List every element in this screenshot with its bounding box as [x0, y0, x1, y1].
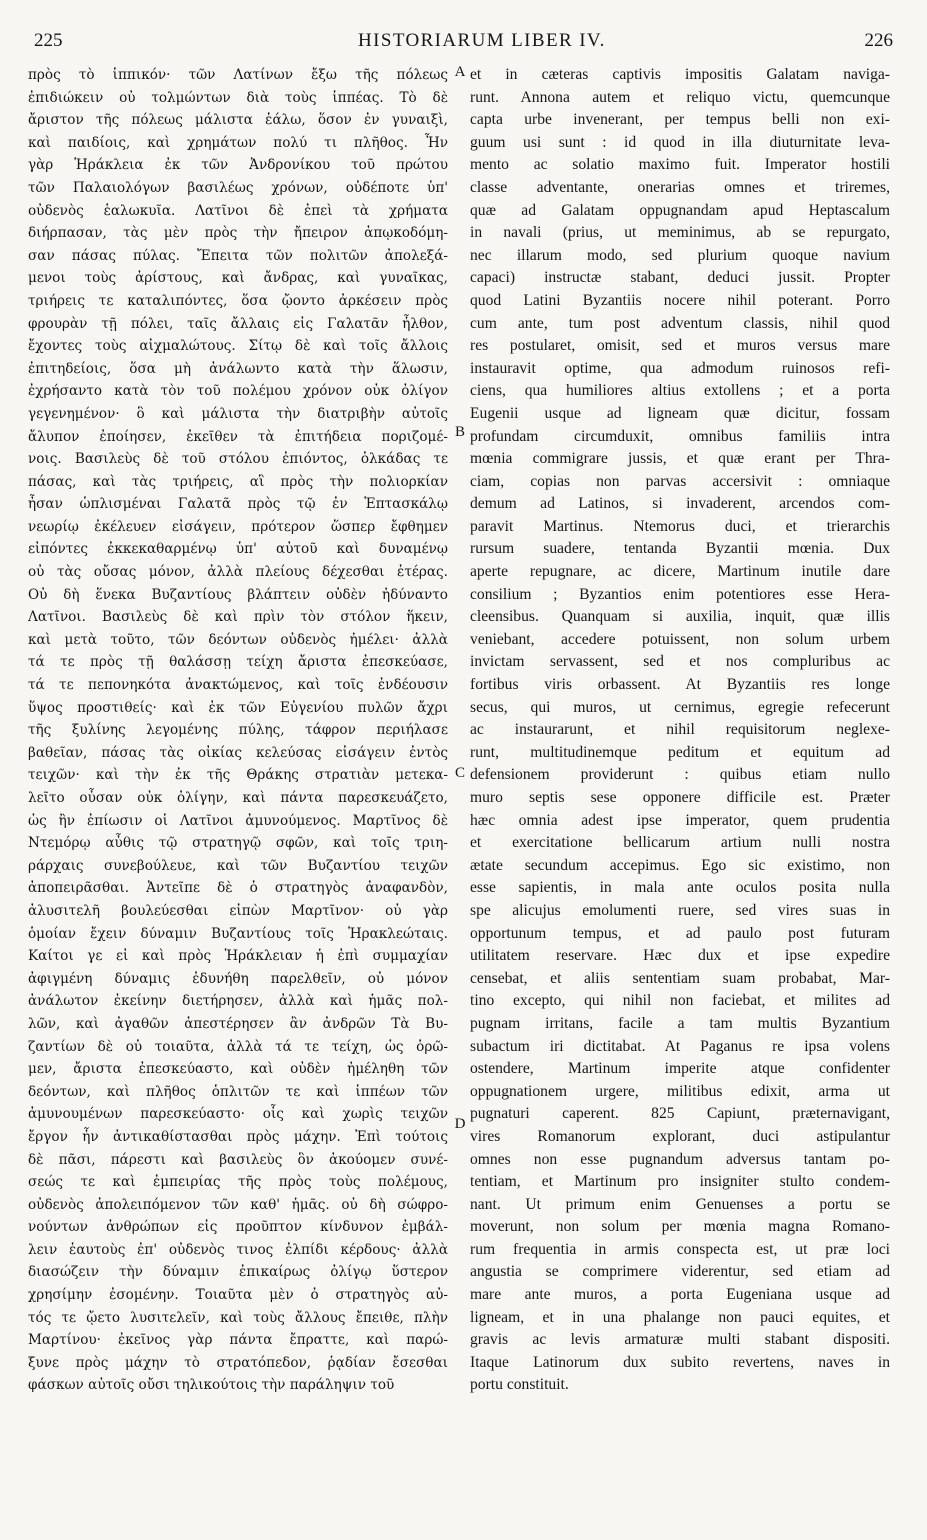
greek-text-line: ἀποπειρᾶσθαι. Ἀντεῖπε δὲ ὁ στρατηγὸς ἀναφανδὸν, — [28, 880, 448, 897]
greek-text-line: καὶ μετὰ τοῦτο, τῶν δεόντων οὐδενὸς ἠμέλει· ἀλλὰ — [28, 631, 448, 648]
greek-text-line: Οὐ δὴ ἕνεκα Βυζαντίους βλάπτειν οὐδὲν ἠδύναντο — [28, 586, 448, 603]
latin-text-line: capaci) instructæ stabant, deduci jussit. Propter — [470, 269, 890, 287]
latin-text-line: tino excepto, qui nihil non faciebat, et milites ad — [470, 992, 890, 1010]
greek-text-line: τά τε πεπονηκότα ἀνακτώμενος, καὶ τοῖς ἐνδέουσιν — [28, 677, 448, 694]
latin-text-line: spe alicujus emolumenti ruere, sed vires suas in — [470, 901, 890, 919]
greek-text-line: ἐπιδιώκειν οὐ τολμώντων διὰ τοὺς ἱππέας. Τὸ δὲ — [28, 89, 448, 106]
greek-text-line: γεγενημένον· ὃ καὶ μάλιστα τὴν διατριβὴν αὐτοῖς — [28, 405, 448, 422]
latin-text-line: ligneam, et in una phalange non pauci equites, et — [470, 1308, 890, 1326]
latin-text-line: rursum suadere, tentanda Byzantii mœnia. Dux — [470, 540, 890, 558]
greek-text-line: οὐ τὰς οὔσας μόνον, ἀλλὰ πλείους δέχεσθαι ἑτέρας. — [28, 564, 448, 581]
latin-text-line: utilitatem reservare. Hæc dux et ipse expedire — [470, 947, 890, 965]
greek-text-line: νούντων ἀνθρώπων εἰς προῦπτον κίνδυνον ἐμβάλ- — [28, 1219, 448, 1236]
greek-text-line: νεωρίῳ ἐκέλευεν εἰσάγειν, πρότερον ὥσπερ ἔφθημεν — [28, 518, 448, 535]
latin-text-line: ostendere, Martinum imperite atque confidenter — [470, 1060, 890, 1078]
greek-text-line: διήρπασαν, τὰς μὲν πρὸς τὴν ἤπειρον ἀπῳκοδόμη- — [28, 225, 448, 242]
greek-text-line: τά τε πρὸς τῇ θαλάσσῃ τείχη ἄριστα ἐπεσκεύασε, — [28, 654, 448, 671]
latin-text-line: angustia se comprimere viderentur, sed etiam ad — [470, 1263, 890, 1281]
greek-text-line: ἄριστον τῆς πόλεως μάλιστα ἑάλω, ὅσον ἐν γυναιξὶ, — [28, 112, 448, 129]
latin-text-line: cleensibus. Quanquam si auxilia, inquit, quæ illis — [470, 608, 890, 626]
running-title: HISTORIARUM LIBER IV. — [358, 30, 606, 51]
latin-text-line: hæc omnia adest ipse imperator, quem prudentia — [470, 811, 890, 829]
latin-text-line: censebat, et aliis sententiam suam probabat, Mar- — [470, 969, 890, 987]
greek-text-line: οὐδενὸς ἀπολειπόμενον τῶν καθ' ἡμᾶς. οὐ δὴ σώφρο- — [28, 1196, 448, 1213]
greek-text-line: μενοι τοὺς ἀρίστους, καὶ ἄνδρας, καὶ γυναῖκας, — [28, 270, 448, 287]
latin-text-line: secus, qui muros, ut cernimus, egregie refecerunt — [470, 698, 890, 716]
latin-text-line: defensionem providerunt : quibus etiam nullo — [470, 766, 890, 784]
latin-text-line: invictam servassent, sed et nos compluribus ac — [470, 653, 890, 671]
greek-text-line: γὰρ Ἡράκλεια ἐκ τῶν Ἀνδρονίκου τοῦ πρώτου — [28, 157, 448, 174]
greek-text-line: οὐδενὸς ἑαλωκυῖα. Λατῖνοι δὲ ἐπεὶ τὰ χρήματα — [28, 202, 448, 219]
greek-text-line: ἄλυπον ἐποίησεν, ἐκεῖθεν τὰ ἐπιτήδεια ποριζομέ- — [28, 428, 448, 445]
greek-text-line: Λατῖνοι. Βασιλεὺς δὲ καὶ πρὶν τὸν στόλον ἥκειν, — [28, 609, 448, 626]
latin-text-line: ciens, qua humiliores altius extollens ; et a porta — [470, 382, 890, 400]
greek-text-line: χρησίμην ἐσομένην. Τοιαῦτα μὲν ὁ στρατηγὸς αὐ- — [28, 1287, 448, 1304]
latin-text-line: oppugnationem urgere, militibus edixit, arma ut — [470, 1082, 890, 1100]
greek-text-column — [28, 64, 448, 1397]
latin-text-line: mœnia commigrare jussis, et quæ erant per Thra- — [470, 450, 890, 468]
latin-text-line: cum ante, tum post adventum classis, nihil quod — [470, 314, 890, 332]
latin-text-line: tentiam, et Martinum pro insigniter stulto condem- — [470, 1173, 890, 1191]
latin-text-line: veniebant, accedere potuissent, non solum urbem — [470, 630, 890, 648]
greek-text-line: διασώζειν τὴν δύναμιν ἐπικαίρως ὀλίγῳ ὕστερον — [28, 1264, 448, 1281]
latin-text-line: capta urbe invenerant, per tempus belli non exi- — [470, 111, 890, 129]
latin-text-line: gravis ac levis armaturæ multi stabant dispositi. — [470, 1331, 890, 1349]
latin-text-line: mento ac solatio maximo fuit. Imperator hostili — [470, 156, 890, 174]
page-header — [28, 18, 899, 58]
page-number-left: 225 — [34, 30, 63, 51]
greek-text-line: ἦσαν ὡπλισμέναι Γαλατᾶ πρὸς τῷ ἐν Ἑπτασκάλῳ — [28, 496, 448, 513]
greek-text-line: ὕψος προστιθείς· καὶ ἐκ τῶν Εὐγενίου πυλῶν ἄχρι — [28, 699, 448, 716]
greek-text-line: ἀνάλωτον ἐκείνην διετήρησεν, ἀλλὰ καὶ ἡμᾶς πολ- — [28, 993, 448, 1010]
latin-text-line: in navali (prius, ut meminimus, ab se repurgato, — [470, 224, 890, 242]
greek-text-line: φάσκων αὐτοῖς οὔσι τηλικούτοις τὴν παράληψιν τοῦ — [28, 1377, 395, 1394]
greek-text-line: ἀμυνουμένων παρεσκεύαστο· οἷς καὶ χωρὶς τειχῶν — [28, 1106, 448, 1123]
greek-text-line: ἐπιτηδείοις, ὅσα μὴ ἀνάλωντο κατὰ τὴν ἅλωσιν, — [28, 360, 448, 377]
greek-text-line: τός τε ᾤετο λυσιτελεῖν, καὶ τοὺς ἄλλους ἔπειθε, πλὴν — [28, 1309, 448, 1326]
greek-text-line: καὶ παιδίοις, καὶ χρημάτων πολύ τι πλῆθος. Ἦν — [28, 134, 448, 151]
latin-text-line: runt, multitudinemque peditum et equitum ad — [470, 743, 890, 761]
greek-text-line: ράρχαις συνεβούλευε, καὶ τῶν Βυζαντίου τειχῶν — [28, 857, 448, 874]
greek-text-line: λῶν, καὶ ἀγαθῶν ἀπεστέρησεν ἂν ἀνδρῶν Τὰ Βυ- — [28, 1015, 448, 1032]
latin-text-line: rum frequentia in armis conspecta est, ut præ loci — [470, 1240, 890, 1258]
greek-text-line: φρουρὰν τῇ πόλει, ταῖς ἄλλαις εἰς Γαλατᾶν ἦλθον, — [28, 315, 448, 332]
latin-text-line: ac instaurarunt, et nihil requisitorum neglexe- — [470, 721, 890, 739]
latin-text-line: guum usi sunt : id quod in illa diuturnitate leva- — [470, 133, 890, 151]
margin-marker-c: C — [454, 765, 465, 781]
greek-text-line: Μαρτίνου· ἐκεῖνος γὰρ πάντα ἔπραττε, καὶ παρώ- — [28, 1332, 448, 1349]
latin-text-line: pugnaturi caperent. 825 Capiunt, præternavigant, — [470, 1105, 890, 1123]
latin-text-line: fortibus viris orbassent. At Byzantiis res longe — [470, 676, 890, 694]
latin-text-line: ciam, copias non parvas accersivit : omniaque — [470, 472, 890, 490]
latin-text-line: nec illarum modo, sed plurium quoque navium — [470, 246, 890, 264]
greek-text-line: πρὸς τὸ ἱππικόν· τῶν Λατίνων ἔξω τῆς πόλεως — [28, 67, 448, 83]
greek-text-line: ξυνε πρὸς μάχην τὸ στρατόπεδον, ῥᾳδίαν ἔσεσθαι — [28, 1354, 448, 1371]
greek-text-line: σαν πάσας πύλας. Ἔπειτα τῶν πολιτῶν ἀπολεξά- — [28, 247, 448, 264]
latin-text-line: et exercitatione bellicarum artium nulli nostra — [470, 834, 890, 852]
greek-text-line: εἰπόντες ἐκκεκαθαρμένῳ ὑπ' αὐτοῦ καὶ δυναμένῳ — [28, 541, 448, 558]
greek-text-line: ἐχρήσαντο κατὰ τὸν τοῦ πολέμου χρόνον οὐκ ὀλίγον — [28, 383, 448, 400]
latin-text-line: Itaque Latinorum dux subito revertens, naves in — [470, 1353, 890, 1371]
greek-text-line: ὁμοίαν ἔχειν δύναμιν Βυζαντίους τοῖς Ἡρακλεώταις. — [28, 925, 448, 942]
latin-text-line: opportunum tempus, et ad paulo post futuram — [470, 924, 890, 942]
latin-text-line: muro septis sese opponere difficile est. Præter — [470, 789, 890, 806]
greek-text-line: βαθεῖαν, πάσας τὰς οἰκίας κελεύσας εἰσάγειν ἐντὸς — [28, 744, 448, 761]
latin-text-line: consilium ; Byzantios enim potentiores esse Hera- — [470, 585, 890, 603]
latin-text-line: paravit Martinus. Ntemorus duci, et trierarchis — [470, 517, 890, 535]
latin-text-line: quæ ad Galatam oppugnandam apud Heptascalum — [470, 201, 890, 219]
latin-text-line: demum ad Latinos, si invaderent, arcendos com- — [470, 495, 890, 513]
greek-text-line: ζαντίων δὲ οὐ τοιαῦτα, ἀλλὰ τά τε τείχη, ὡς ὁρῶ- — [28, 1038, 448, 1055]
greek-text-line: Ντεμόρῳ αὖθις τῷ στρατηγῷ σφῶν, καὶ τοῖς τριη- — [28, 835, 448, 852]
latin-text-line: mare ante muros, a porta Eugeniana usque ad — [470, 1286, 890, 1304]
greek-text-line: μεν, ἄριστα ἐπεσκεύαστο, καὶ οὐδὲν ἠμέληθη τῶν — [28, 1061, 448, 1078]
greek-text-line: πάσας, καὶ τὰς τριήρεις, αἳ πρὸς τὴν πολιορκίαν — [28, 473, 448, 490]
greek-text-line: τριήρεις τε καταλιπόντες, ὅσα ᾤοντο ἀρκέσειν πρὸς — [28, 292, 448, 309]
latin-text-line: et in cæteras captivis impositis Galatam naviga- — [470, 66, 890, 83]
greek-text-line: λεῖτο οὖσαν οὐκ ὀλίγην, καὶ πάντα παρεσκευάζετο, — [28, 790, 448, 806]
greek-text-line: σεώς τε καὶ ἐμπειρίας τῆς πρὸς τοὺς πολέμους, — [28, 1174, 448, 1191]
latin-text-line: vires Romanorum explorant, duci astipulantur — [470, 1127, 890, 1145]
margin-marker-a: A — [454, 64, 466, 80]
greek-text-line: λειν ἑαυτοὺς ἐπ' οὐδενὸς τινος ἐλπίδι κέρδους· ἀλλὰ — [28, 1241, 448, 1258]
greek-text-line: ἀφιγμένη δύναμις ἐδυνήθη παρελθεῖν, οὐ μόνον — [28, 970, 448, 987]
margin-marker-b: B — [454, 424, 465, 440]
latin-text-line: esse sapientis, in mala ante oculos posita nulla — [470, 879, 890, 897]
latin-text-line: runt. Annona autem et reliquo victu, quemcunque — [470, 88, 890, 106]
latin-text-line: ætate secundum accepimus. Ego sic existimo, non — [470, 856, 890, 874]
latin-text-line: nant. Ut primum enim Genuenses a portu se — [470, 1195, 890, 1213]
latin-text-line: omnes non esse pugnandum adversus tantam po- — [470, 1150, 890, 1168]
latin-text-line: Eugenii usque ad ligneam quæ dicitur, fossam — [470, 404, 890, 422]
greek-text-line: τῶν Παλαιολόγων βασιλέως χρόνων, οὐδέποτε ὑπ' — [28, 179, 448, 196]
latin-text-line: quod Latini Byzantiis nocere nihil poterant. Porro — [470, 291, 890, 309]
latin-text-line: portu constituit. — [470, 1376, 569, 1394]
greek-text-line: ἀλυσιτελῆ βουλεύεσθαι εἰπὼν Μαρτῖνον· οὐ γὰρ — [28, 902, 448, 919]
greek-text-line: νοις. Βασιλεὺς δὲ τοῦ στόλου ἐπιόντος, ὁλκάδας τε — [28, 451, 448, 468]
latin-text-line: classe adventante, onerarias omnes et triremes, — [470, 178, 890, 196]
latin-text-line: instauravit optime, qua admodum ruinosos refi- — [470, 359, 890, 377]
latin-text-line: moverunt, non solum per mœnia magna Romano- — [470, 1218, 890, 1236]
greek-text-line: τειχῶν· καὶ τὴν ἐκ τῆς Θράκης στρατιὰν μετεκα- — [28, 767, 448, 784]
page-number-right: 226 — [864, 30, 893, 51]
greek-text-line: ἔχοντες τοὺς αἰχμαλώτους. Σίτῳ δὲ καὶ τοῖς ἄλλοις — [28, 338, 448, 355]
latin-text-column — [470, 64, 890, 1397]
greek-text-line: ὡς ἢν ἐπίωσιν οἱ Λατῖνοι ἀμυνούμενος. Μαρτῖνος δὲ — [28, 812, 448, 829]
greek-text-line: δὲ πᾶσι, πάρεστι καὶ βασιλεὺς ὃν ἀκούομεν συνέ- — [28, 1151, 448, 1168]
greek-text-line: Καίτοι γε εἰ καὶ πρὸς Ἡράκλειαν ἡ ἐπὶ συμμαχίαν — [28, 948, 448, 965]
greek-text-line: ἔργον ἦν ἀντικαθίστασθαι πρὸς μάχην. Ἐπὶ τούτοις — [28, 1128, 448, 1145]
latin-text-line: aperte repugnare, ac dicere, Martinum inutile dare — [470, 563, 890, 581]
latin-text-line: profundam circumduxit, omnibus familiis intra — [470, 427, 890, 445]
margin-marker-d: D — [454, 1116, 466, 1132]
latin-text-line: res postularet, omisit, sed et muros versus mare — [470, 337, 890, 355]
greek-text-line: τῆς ξυλίνης λεγομένης πύλης, τάφρον περιήλασε — [28, 722, 448, 739]
greek-text-line: δεόντων, καὶ πλῆθος ὁπλιτῶν τε καὶ ἱππέων τῶν — [28, 1083, 448, 1100]
latin-text-line: pugnam irritans, facile a tam multis Byzantium — [470, 1014, 890, 1032]
latin-text-line: subactum iri dictitabat. At Paganus re ipsa volens — [470, 1037, 890, 1055]
